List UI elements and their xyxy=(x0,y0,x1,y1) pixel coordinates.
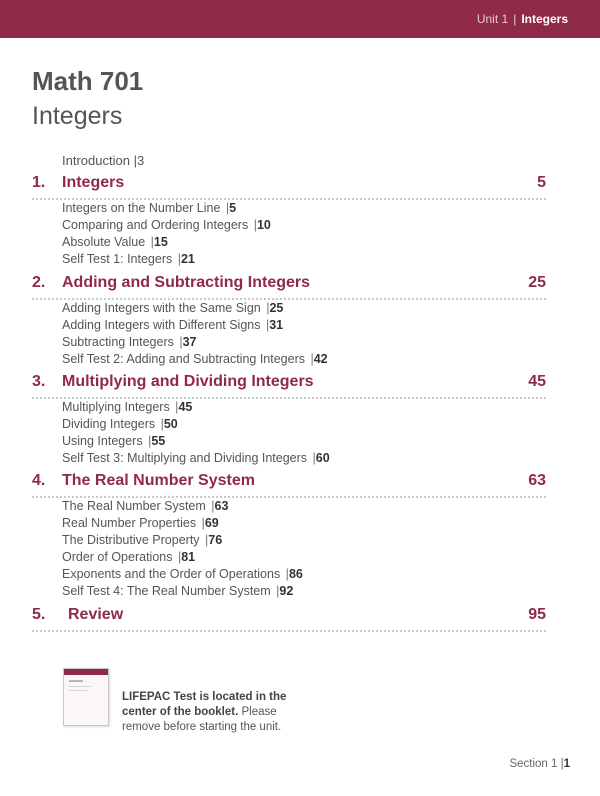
test-note-text: Please remove before starting the unit. xyxy=(122,706,282,733)
section-page: 45 xyxy=(528,373,546,390)
toc-item-label: Self Test 1: Integers xyxy=(62,252,173,266)
page-separator: | xyxy=(147,235,154,249)
header-bar xyxy=(0,0,600,38)
section-number: 3. xyxy=(32,373,46,390)
thumbnail-line xyxy=(69,680,83,682)
toc-item-label: Exponents and the Order of Operations xyxy=(62,567,281,581)
toc-item-label: Adding Integers with Different Signs xyxy=(62,318,261,332)
toc-item xyxy=(62,533,222,547)
toc-item xyxy=(62,499,228,513)
section-title: Review xyxy=(68,606,124,623)
test-note xyxy=(122,690,312,735)
toc-item-label: Absolute Value xyxy=(62,235,146,249)
toc-item xyxy=(62,301,283,315)
section-page: 25 xyxy=(528,274,546,291)
section-heading-4 xyxy=(32,472,546,498)
toc-item xyxy=(62,584,293,598)
page-separator: | xyxy=(250,218,257,232)
toc-item-label: Integers on the Number Line xyxy=(62,201,221,215)
unit-label xyxy=(477,12,568,26)
toc-item-label: Adding Integers with the Same Sign xyxy=(62,301,261,315)
toc-item-page: 25 xyxy=(269,301,284,315)
page-separator: | xyxy=(272,584,280,598)
page-separator: | xyxy=(144,434,152,448)
page-separator: | xyxy=(309,451,316,465)
toc-item-page: 45 xyxy=(178,400,193,414)
toc-item-page: 31 xyxy=(269,318,284,332)
footer-page-number: 1 xyxy=(563,758,570,770)
toc-item-label: The Distributive Property xyxy=(62,533,200,547)
toc-item xyxy=(62,318,283,332)
toc-item-page: 81 xyxy=(181,550,196,564)
toc-item xyxy=(62,400,192,414)
page-footer xyxy=(509,758,570,770)
section-heading-1 xyxy=(32,174,546,200)
toc-item-page: 60 xyxy=(315,451,330,465)
section-title: Multiplying and Dividing Integers xyxy=(62,373,314,390)
section-title: Adding and Subtracting Integers xyxy=(62,274,311,291)
toc-item-label: Real Number Properties xyxy=(62,516,197,530)
toc-item-page: 76 xyxy=(208,533,223,547)
toc-item xyxy=(62,451,330,465)
section-title: The Real Number System xyxy=(62,472,255,489)
thumbnail-header-strip xyxy=(64,669,108,675)
toc-item-label: Multiplying Integers xyxy=(62,400,170,414)
toc-item-label: Subtracting Integers xyxy=(62,335,174,349)
unit-separator: | xyxy=(513,12,517,26)
introduction-entry xyxy=(62,153,144,168)
toc-item xyxy=(62,252,195,266)
thumbnail-line xyxy=(69,686,91,687)
toc-item-page: 92 xyxy=(279,584,294,598)
toc-item-label: The Real Number System xyxy=(62,499,206,513)
toc-item-page: 5 xyxy=(229,201,237,215)
toc-item xyxy=(62,201,236,215)
toc-item xyxy=(62,335,197,349)
unit-title: Integers xyxy=(521,12,568,26)
section-page: 95 xyxy=(528,606,546,623)
introduction-page: 3 xyxy=(136,153,145,168)
page-separator: | xyxy=(282,567,289,581)
unit-number: Unit 1 xyxy=(476,12,509,26)
toc-item-page: 15 xyxy=(153,235,168,249)
page-separator: | xyxy=(175,335,183,349)
toc-item-label: Self Test 2: Adding and Subtracting Integers xyxy=(62,352,305,366)
footer-label: Section 1 xyxy=(509,758,558,770)
thumbnail-line xyxy=(69,690,87,691)
toc-item-page: 63 xyxy=(214,499,229,513)
toc-item-label: Self Test 3: Multiplying and Dividing Integers xyxy=(62,451,308,465)
toc-item-page: 21 xyxy=(180,252,195,266)
toc-item xyxy=(62,567,303,581)
course-title: Math 701 xyxy=(32,66,144,96)
section-heading-5 xyxy=(32,606,546,632)
page-separator: | xyxy=(207,499,215,513)
toc-item xyxy=(62,235,168,249)
toc-item-label: Dividing Integers xyxy=(62,417,156,431)
section-title: Integers xyxy=(62,174,125,191)
toc-item-label: Self Test 4: The Real Number System xyxy=(62,584,271,598)
toc-item xyxy=(62,434,165,448)
toc-item xyxy=(62,417,178,431)
toc-item-page: 69 xyxy=(204,516,219,530)
page-separator: | xyxy=(222,201,230,215)
toc-item xyxy=(62,352,328,366)
toc-item-page: 55 xyxy=(151,434,166,448)
page-separator: | xyxy=(171,400,179,414)
section-number: 5. xyxy=(32,606,46,623)
section-number: 2. xyxy=(32,274,46,291)
page-separator: | xyxy=(198,516,205,530)
toc-item-page: 42 xyxy=(313,352,328,366)
page-separator: | xyxy=(262,301,270,315)
toc-item-label: Comparing and Ordering Integers xyxy=(62,218,249,232)
toc-item-page: 86 xyxy=(288,567,303,581)
section-heading-3 xyxy=(32,373,546,399)
toc-item-label: Using Integers xyxy=(62,434,143,448)
toc-item-page: 37 xyxy=(182,335,197,349)
section-heading-2 xyxy=(32,274,546,300)
page-separator: | xyxy=(133,153,137,168)
section-number: 4. xyxy=(32,472,46,489)
toc-item xyxy=(62,218,271,232)
page-separator: | xyxy=(262,318,270,332)
toc-item-page: 10 xyxy=(256,218,271,232)
test-booklet-thumbnail xyxy=(63,668,109,726)
section-number: 1. xyxy=(32,174,46,191)
toc-item-label: Order of Operations xyxy=(62,550,173,564)
toc-item-page: 50 xyxy=(163,417,178,431)
toc-item xyxy=(62,550,195,564)
page-separator: | xyxy=(307,352,314,366)
course-subtitle: Integers xyxy=(32,102,123,130)
page-separator: | xyxy=(560,758,564,770)
section-page: 5 xyxy=(537,174,546,191)
test-note-bold: LIFEPAC Test is located in the center of the booklet. xyxy=(122,691,287,718)
page-separator: | xyxy=(157,417,164,431)
page-separator: | xyxy=(174,550,182,564)
page-separator: | xyxy=(201,533,209,547)
toc-item xyxy=(62,516,219,530)
section-page: 63 xyxy=(528,472,546,489)
introduction-label: Introduction xyxy=(62,153,130,168)
page-separator: | xyxy=(174,252,181,266)
